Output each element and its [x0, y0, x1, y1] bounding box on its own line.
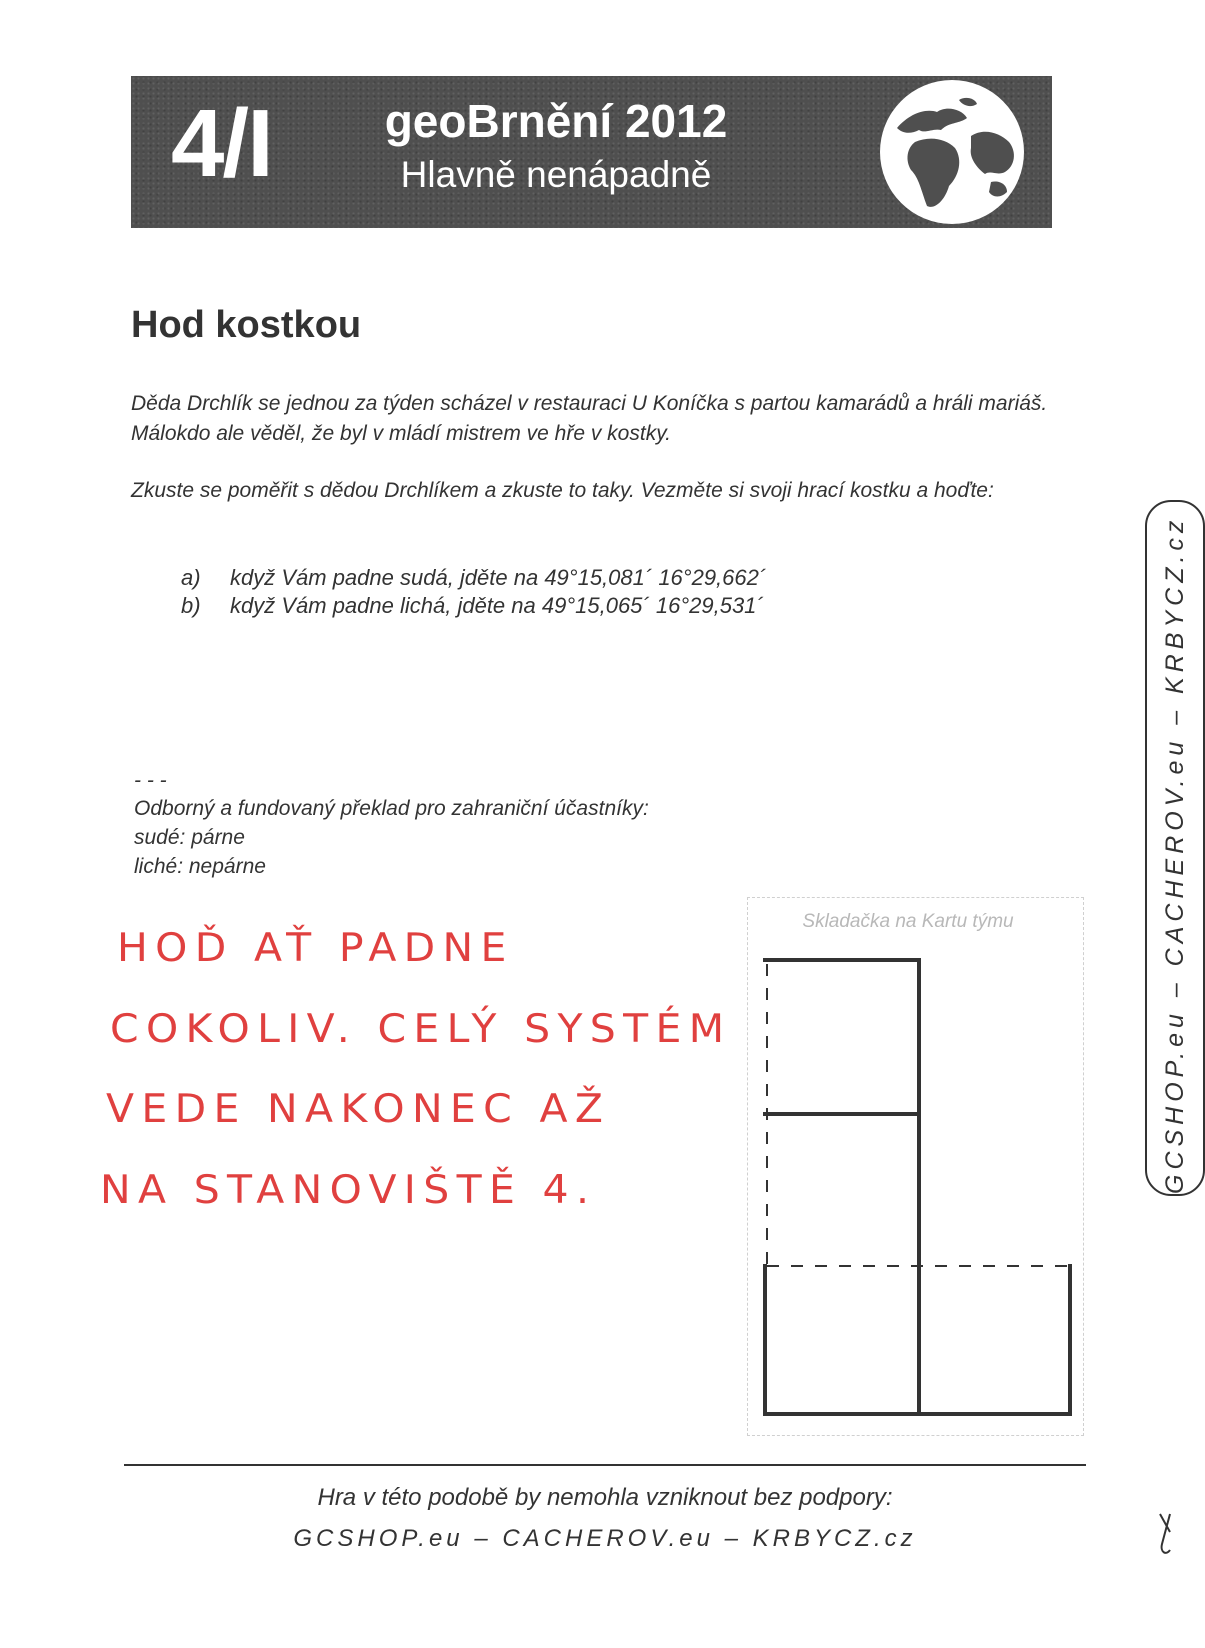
station-number: 4/I: [171, 90, 272, 197]
header-banner: [131, 76, 1052, 228]
event-subtitle: Hlavně nenápadně: [400, 154, 712, 195]
option-a-letter: a): [181, 565, 201, 590]
translation-title: Odborný a fundovaný překlad pro zahraniční účastníky:: [134, 797, 649, 820]
separator: - - -: [134, 769, 167, 792]
handwritten-line: HOĎ AŤ PADNE: [117, 926, 514, 971]
page-heading: Hod kostkou: [131, 304, 362, 346]
option-b-letter: b): [181, 593, 201, 618]
footer-divider: [124, 1464, 1086, 1466]
footer-sponsors: GCSHOP.eu – CACHEROV.eu – KRBYCZ.cz: [293, 1525, 917, 1552]
corner-mark-icon: [1158, 1510, 1173, 1560]
globe-icon: [875, 78, 1029, 226]
task-paragraph: Zkuste se poměřit s dědou Drchlíkem a zkuste to taky. Vezměte si svoji hrací kostku a hoďte:: [131, 479, 994, 502]
option-a-text: když Vám padne sudá, jděte na 49°15,081´ 16°29,662´: [230, 565, 767, 590]
puzzle-caption: Skladačka na Kartu týmu: [802, 911, 1014, 932]
option-b-text: když Vám padne lichá, jděte na 49°15,065´ 16°29,531´: [230, 593, 764, 618]
intro-paragraph: Děda Drchlík se jednou za týden scházel v restauraci U Koníčka s partou kamarádů a hráli mariáš. Málokdo ale věděl, že byl v mládí mistrem ve hře v kostky.: [131, 392, 1048, 445]
footer-text: Hra v této podobě by nemohla vzniknout bez podpory:: [317, 1484, 893, 1511]
puzzle-panel: [747, 897, 1084, 1436]
translation-odd: liché: nepárne: [134, 855, 266, 878]
event-title: geoBrnění 2012: [384, 95, 728, 147]
handwritten-line: VEDE NAKONEC AŽ: [106, 1087, 611, 1132]
puzzle-shape: [748, 898, 1085, 1437]
handwritten-line: COKOLIV. CELÝ SYSTÉM: [110, 1007, 732, 1052]
handwritten-line: NA STANOVIŠTĚ 4.: [100, 1168, 597, 1213]
side-tab-text: GCSHOP.eu – CACHEROV.eu – KRBYCZ.cz: [1161, 515, 1189, 1194]
translation-even: sudé: párne: [134, 826, 245, 849]
